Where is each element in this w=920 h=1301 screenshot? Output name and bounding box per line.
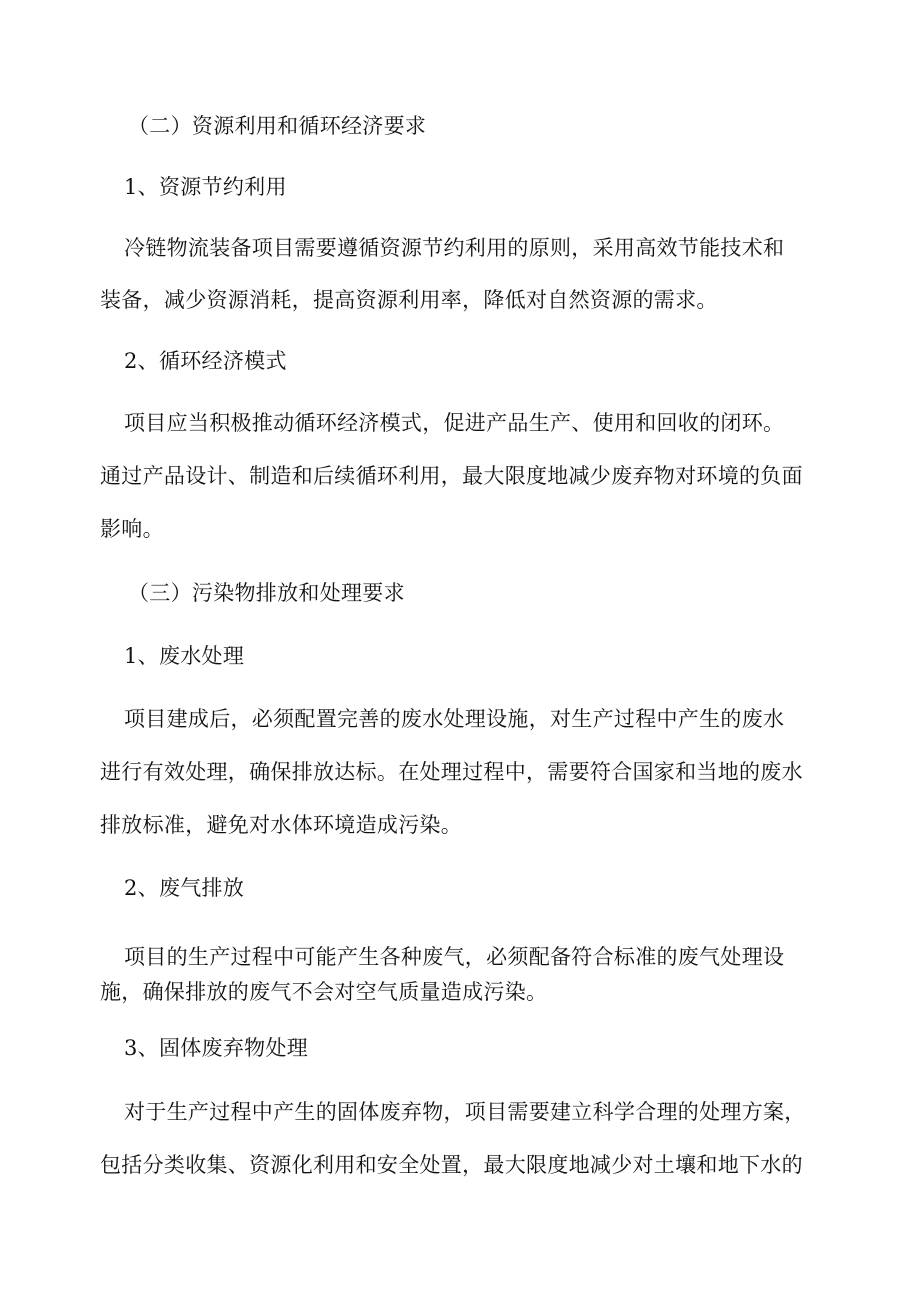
paragraph-line: 包括分类收集、资源化利用和安全处置，最大限度地减少对土壤和地下水的: [100, 1153, 803, 1177]
paragraph-line: 项目建成后，必须配置完善的废水处理设施，对生产过程中产生的废水: [124, 707, 785, 731]
paragraph-line: 影响。: [100, 517, 164, 541]
paragraph-line: 项目应当积极推动循环经济模式，促进产品生产、使用和回收的闭环。: [124, 411, 785, 435]
item-title-wastewater: 1、废水处理: [124, 644, 245, 668]
paragraph-line: 项目的生产过程中可能产生各种废气，必须配备符合标准的废气处理设: [124, 945, 785, 969]
section-heading-resource-circular: （二）资源利用和循环经济要求: [128, 114, 427, 138]
item-title-resource-saving: 1、资源节约利用: [124, 175, 287, 199]
section-heading-pollutant: （三）污染物排放和处理要求: [128, 581, 405, 605]
paragraph-line: 进行有效处理，确保排放达标。在处理过程中，需要符合国家和当地的废水: [100, 760, 803, 784]
item-title-exhaust: 2、废气排放: [124, 876, 245, 900]
paragraph-line: 对于生产过程中产生的固体废弃物，项目需要建立科学合理的处理方案，: [124, 1100, 806, 1124]
paragraph-line: 通过产品设计、制造和后续循环利用，最大限度地减少废弃物对环境的负面: [100, 464, 803, 488]
item-title-circular-economy: 2、循环经济模式: [124, 349, 287, 373]
paragraph-line: 施，确保排放的废气不会对空气质量造成污染。: [100, 980, 548, 1004]
paragraph-line: 冷链物流装备项目需要遵循资源节约利用的原则，采用高效节能技术和: [124, 236, 785, 260]
item-title-solid-waste: 3、固体废弃物处理: [124, 1036, 309, 1060]
paragraph-line: 排放标准，避免对水体环境造成污染。: [100, 813, 463, 837]
paragraph-line: 装备，减少资源消耗，提高资源利用率，降低对自然资源的需求。: [100, 288, 718, 312]
